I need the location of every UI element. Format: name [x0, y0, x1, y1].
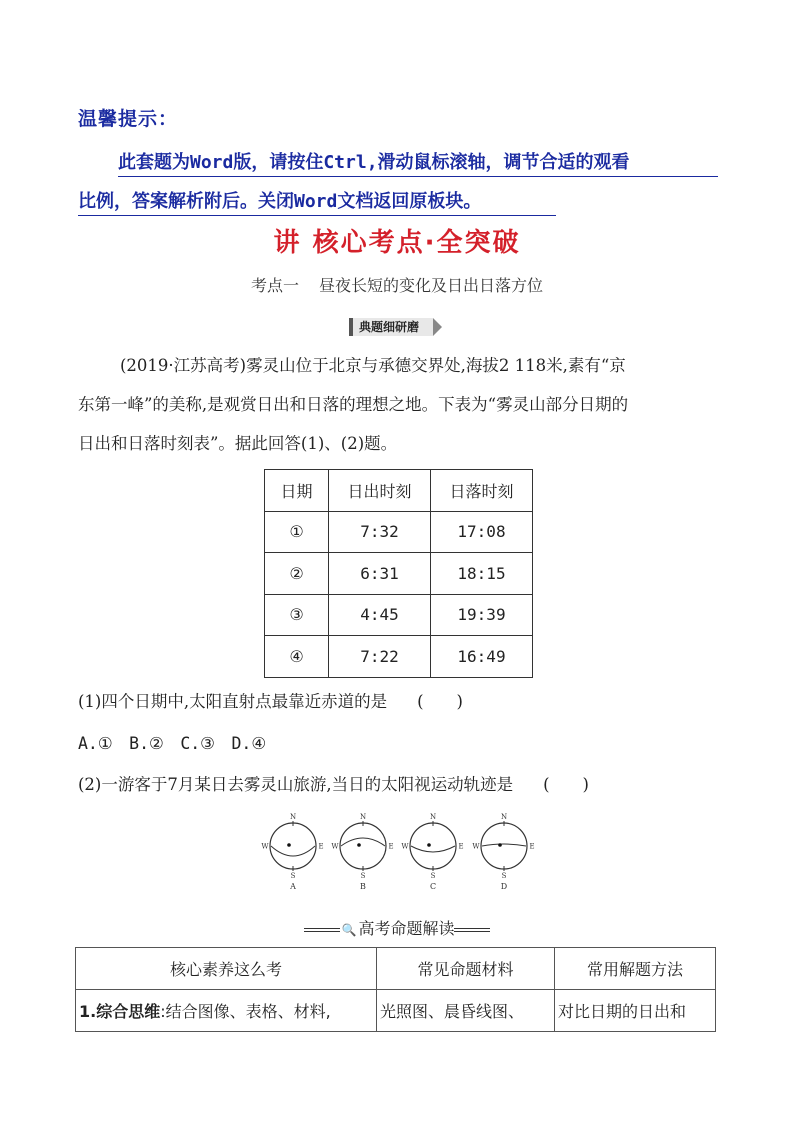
- direction-label: N: [429, 813, 437, 821]
- observer-dot: [427, 843, 431, 847]
- subtitle-number: 考点一: [250, 276, 299, 295]
- analysis-row: [76, 990, 716, 1032]
- table-row: [265, 594, 533, 636]
- question-1: [78, 688, 463, 712]
- direction-label: E: [529, 842, 535, 851]
- table-cell: ④: [265, 636, 329, 678]
- table-cell: 7:22: [329, 636, 431, 678]
- direction-label: E: [388, 842, 394, 851]
- section-badge: 典题细研磨: [349, 318, 433, 336]
- passage-line-2: 东第一峰”的美称,是观赏日出和日落的理想之地。下表为“雾灵山部分日期的: [78, 395, 629, 414]
- sun-path-diagram: [472, 813, 534, 891]
- direction-label: N: [500, 813, 508, 821]
- sun-path-arc: [271, 846, 315, 856]
- answer-blank: ( ): [543, 775, 589, 794]
- analysis-cell: 对比日期的日出和: [555, 990, 716, 1032]
- table-cell: 18:15: [431, 553, 533, 595]
- question-passage: [78, 346, 720, 463]
- direction-label: S: [360, 872, 366, 880]
- analysis-title: 高考命题解读: [358, 919, 455, 938]
- sun-path-arc: [482, 844, 526, 846]
- analysis-header-cell: 常见命题材料: [377, 948, 555, 990]
- table-row: [265, 636, 533, 678]
- analysis-table: [75, 947, 716, 1032]
- option-label: B: [360, 882, 366, 891]
- table-cell: ①: [265, 511, 329, 553]
- observer-dot: [498, 843, 502, 847]
- question-2-text: (2)一游客于7月某日去雾灵山旅游,当日的太阳视运动轨迹是: [78, 775, 514, 794]
- horizon-circle: [340, 823, 386, 869]
- direction-label: S: [430, 872, 436, 880]
- magnifier-icon: 🔍: [341, 923, 357, 937]
- table-header-row: [265, 470, 533, 512]
- decor-rule: [304, 928, 340, 932]
- table-row: [265, 511, 533, 553]
- sun-path-diagram: [331, 813, 393, 891]
- table-cell: 7:32: [329, 511, 431, 553]
- direction-label: W: [401, 842, 409, 851]
- answer-blank: ( ): [417, 692, 463, 711]
- question-1-text: (1)四个日期中,太阳直射点最靠近赤道的是: [78, 692, 388, 711]
- direction-label: N: [289, 813, 297, 821]
- sun-path-diagram: [401, 813, 463, 891]
- section-subtitle: [0, 273, 794, 296]
- table-row: [265, 553, 533, 595]
- analysis-header-row: [76, 948, 716, 990]
- direction-label: E: [318, 842, 324, 851]
- table-header-cell: 日落时刻: [431, 470, 533, 512]
- analysis-header-cell: 核心素养这么考: [76, 948, 377, 990]
- tip-line-2: 比例，答案解析附后。关闭Word文档返回原板块。: [78, 187, 556, 216]
- question-2: [78, 771, 589, 795]
- analysis-header-cell: 常用解题方法: [555, 948, 716, 990]
- table-cell: ③: [265, 594, 329, 636]
- observer-dot: [287, 843, 291, 847]
- main-title: 讲 核心考点·全突破: [273, 228, 521, 258]
- sun-path-arc: [411, 846, 455, 852]
- passage-line-1: (2019·江苏高考)雾灵山位于北京与承德交界处,海拔2 118米,素有“京: [120, 356, 626, 375]
- analysis-cell: 光照图、晨昏线图、: [377, 990, 555, 1032]
- option-label: D: [500, 882, 508, 891]
- direction-label: W: [261, 842, 269, 851]
- observer-dot: [357, 843, 361, 847]
- tip-title: 温馨提示：: [78, 108, 179, 130]
- sunrise-sunset-table: [264, 469, 533, 678]
- table-header-cell: 日期: [265, 470, 329, 512]
- direction-label: W: [331, 842, 339, 851]
- tip-line-1: 此套题为Word版，请按住Ctrl,滑动鼠标滚轴，调节合适的观看: [118, 148, 718, 177]
- sun-path-diagrams: [250, 808, 550, 898]
- passage-line-3: 日出和日落时刻表”。据此回答(1)、(2)题。: [78, 434, 398, 453]
- table-cell: 6:31: [329, 553, 431, 595]
- decor-rule: [454, 928, 490, 932]
- analysis-heading: [0, 916, 794, 939]
- table-header-cell: 日出时刻: [329, 470, 431, 512]
- table-cell: ②: [265, 553, 329, 595]
- question-1-options: A.① B.② C.③ D.④: [78, 734, 267, 753]
- horizon-circle: [481, 823, 527, 869]
- sun-path-diagram: [261, 813, 323, 891]
- direction-label: S: [501, 872, 507, 880]
- direction-label: N: [359, 813, 367, 821]
- subtitle-text: 昼夜长短的变化及日出日落方位: [319, 276, 544, 295]
- option-label: C: [429, 882, 437, 891]
- analysis-cell: [76, 990, 377, 1032]
- direction-label: W: [472, 842, 480, 851]
- sun-path-arc: [341, 838, 385, 846]
- direction-label: S: [290, 872, 296, 880]
- option-label: A: [290, 882, 296, 891]
- horizon-circle: [410, 823, 456, 869]
- table-cell: 16:49: [431, 636, 533, 678]
- direction-label: E: [458, 842, 464, 851]
- table-cell: 4:45: [329, 594, 431, 636]
- horizon-circle: [270, 823, 316, 869]
- table-cell: 17:08: [431, 511, 533, 553]
- analysis-cell-text: :结合图像、表格、材料,: [160, 1002, 331, 1021]
- table-cell: 19:39: [431, 594, 533, 636]
- analysis-keyword: 1.综合思维: [79, 1002, 161, 1021]
